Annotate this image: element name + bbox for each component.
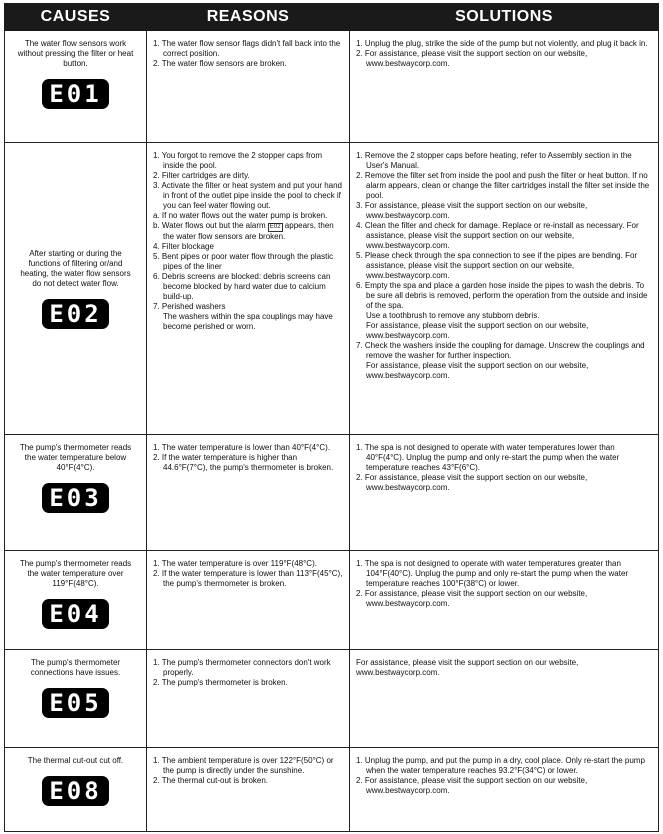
- reason-item: 4. Filter blockage: [153, 242, 214, 251]
- solution-item: 6. Empty the spa and place a garden hose inside the pipes to wash the debris. To be sure all debris is removed, perform the operation from the outside and inside of the spa.: [356, 281, 648, 310]
- solution-item: 2. For assistance, please visit the support section on our website, www.bestwaycorp.com.: [356, 49, 588, 68]
- reasons-cell: [147, 31, 350, 143]
- cause-text: The pump's thermometer reads the water temperature over 119°F(48°C).: [19, 559, 132, 588]
- reason-item: 5. Bent pipes or poor water flow through the plastic pipes of the liner: [153, 252, 334, 271]
- reason-item: 1. The ambient temperature is over 122°F(50°C) or the pump is directly under the sunshine.: [153, 756, 334, 775]
- error-code-display: E08: [42, 776, 108, 806]
- solutions-cell: [350, 31, 659, 143]
- troubleshooting-table: [4, 3, 659, 832]
- reason-item: 1. The pump's thermometer connectors don't work properly.: [153, 658, 331, 677]
- cause-text: The thermal cut-out cut off.: [27, 756, 124, 765]
- cause-text: The pump's thermometer reads the water temperature below 40°F(4°C).: [19, 443, 132, 472]
- reason-item: 2. The thermal cut-out is broken.: [153, 776, 269, 785]
- reason-item: 1. The water flow sensor flags didn't fall back into the correct position.: [153, 39, 341, 58]
- reasons-cell: [147, 748, 350, 832]
- solutions-cell: [350, 650, 659, 748]
- reason-item: 2. If the water temperature is lower than 113°F(45°C), the pump's thermometer is broken.: [153, 569, 343, 588]
- cause-cell: [5, 650, 147, 748]
- cause-text: The water flow sensors work without pressing the filter or heat button.: [17, 39, 134, 68]
- reason-item: 6. Debris screens are blocked: debris screens can become blocked by hard water due to calcium build-up.: [153, 272, 331, 301]
- alarm-code-icon: E02: [269, 224, 281, 230]
- table-row-e01: [5, 31, 659, 143]
- troubleshooting-table-wrap: [4, 3, 658, 832]
- solution-item: 1. Unplug the plug, strike the side of the pump but not violently, and plug it back in.: [356, 39, 648, 48]
- reasons-cell: [147, 143, 350, 435]
- table-row-e08: [5, 748, 659, 832]
- cause-cell: [5, 435, 147, 551]
- solution-item: 1. The spa is not designed to operate with water temperatures greater than 104°F(40°C). Unplug the pump and only re-start the pump when the water temperature reaches 100°F(38°C) or lower.: [356, 559, 629, 588]
- solution-item: 1. The spa is not designed to operate with water temperatures lower than 40°F(4°C). Unplug the pump and only re-start the pump when the water temperature reaches 43°F(6°C).: [356, 443, 620, 472]
- reasons-cell: [147, 650, 350, 748]
- reason-item: [153, 221, 343, 242]
- solutions-cell: [350, 748, 659, 832]
- reason-text: appears, then the water flow sensors are broken.: [163, 221, 334, 241]
- reason-item: 2. Filter cartridges are dirty.: [153, 171, 250, 180]
- table-row-e05: [5, 650, 659, 748]
- reason-item: 2. The pump's thermometer is broken.: [153, 678, 288, 687]
- header-solutions: SOLUTIONS: [350, 4, 659, 31]
- solution-item: 1. Unplug the pump, and put the pump in a dry, cool place. Only re-start the pump when the water temperature reaches 93.2°F(34°C) or lower.: [356, 756, 645, 775]
- reason-item: 1. You forgot to remove the 2 stopper caps from inside the pool.: [153, 151, 322, 170]
- cause-cell: [5, 551, 147, 650]
- solution-item: 2. For assistance, please visit the support section on our website, www.bestwaycorp.com.: [356, 776, 588, 795]
- solution-item: For assistance, please visit the support section on our website, www.bestwaycorp.com.: [366, 321, 589, 340]
- solution-item: 4. Clean the filter and check for damage. Replace or re-install as necessary. For assistance, please visit the support section on our website, www.bestwaycorp.com.: [356, 221, 639, 250]
- solutions-cell: [350, 143, 659, 435]
- reason-item: The washers within the spa couplings may have become perished or worn.: [163, 312, 333, 331]
- cause-text: After starting or during the functions of filtering or/and heating, the water flow sensors do not detect water flow.: [20, 248, 131, 288]
- error-code-display: E02: [42, 299, 108, 329]
- table-row-e02: [5, 143, 659, 435]
- reasons-cell: [147, 551, 350, 650]
- error-code-display: E01: [42, 79, 108, 109]
- solution-item: 5. Please check through the spa connection to see if the pipes are bending. For assistance, please visit the support section on our website, www.bestwaycorp.com.: [356, 251, 638, 280]
- solution-item: 3. For assistance, please visit the support section on our website, www.bestwaycorp.com.: [356, 201, 588, 220]
- reasons-cell: [147, 435, 350, 551]
- header-reasons: REASONS: [147, 4, 350, 31]
- solution-item: 2. For assistance, please visit the support section on our website, www.bestwaycorp.com.: [356, 473, 588, 492]
- header-causes: CAUSES: [5, 4, 147, 31]
- reason-item: 1. The water temperature is lower than 40°F(4°C).: [153, 443, 330, 452]
- error-code-display: E04: [42, 599, 108, 629]
- solution-item: 2. For assistance, please visit the support section on our website, www.bestwaycorp.com.: [356, 589, 588, 608]
- reason-item: a. If no water flows out the water pump is broken.: [153, 211, 328, 220]
- cause-cell: [5, 143, 147, 435]
- solutions-cell: [350, 551, 659, 650]
- solution-item: 2. Remove the filter set from inside the pool and push the filter or heat button. If no alarm appears, clean or change the filter cartridges install the filter set inside the pool.: [356, 171, 650, 200]
- reason-item: 2. The water flow sensors are broken.: [153, 59, 287, 68]
- solutions-cell: [350, 435, 659, 551]
- cause-cell: [5, 31, 147, 143]
- error-code-display: E03: [42, 483, 108, 513]
- solution-item: 1. Remove the 2 stopper caps before heating, refer to Assembly section in the User's Manual.: [356, 151, 632, 170]
- header-row: [5, 4, 659, 31]
- solution-item: For assistance, please visit the support section on our website, www.bestwaycorp.com.: [356, 658, 579, 677]
- solution-item: Use a toothbrush to remove any stubborn debris.: [366, 311, 540, 320]
- reason-item: 2. If the water temperature is higher than 44.6°F(7°C), the pump's thermometer is broken.: [153, 453, 334, 472]
- table-row-e03: [5, 435, 659, 551]
- solution-item: 7. Check the washers inside the coupling for damage. Unscrew the couplings and remove the washer for further inspection.: [356, 341, 645, 360]
- cause-cell: [5, 748, 147, 832]
- reason-item: 1. The water temperature is over 119°F(48°C).: [153, 559, 317, 568]
- table-row-e04: [5, 551, 659, 650]
- error-code-display: E05: [42, 688, 108, 718]
- reason-item: 7. Perished washers: [153, 302, 226, 311]
- reason-item: 3. Activate the filter or heat system and put your hand in front of the outlet pipe inside the pool to check if you can feel water flowing out.: [153, 181, 342, 210]
- solution-item: For assistance, please visit the support section on our website, www.bestwaycorp.com.: [366, 361, 589, 380]
- cause-text: The pump's thermometer connections have issues.: [30, 658, 121, 677]
- reason-text: b. Water flows out but the alarm: [153, 221, 266, 230]
